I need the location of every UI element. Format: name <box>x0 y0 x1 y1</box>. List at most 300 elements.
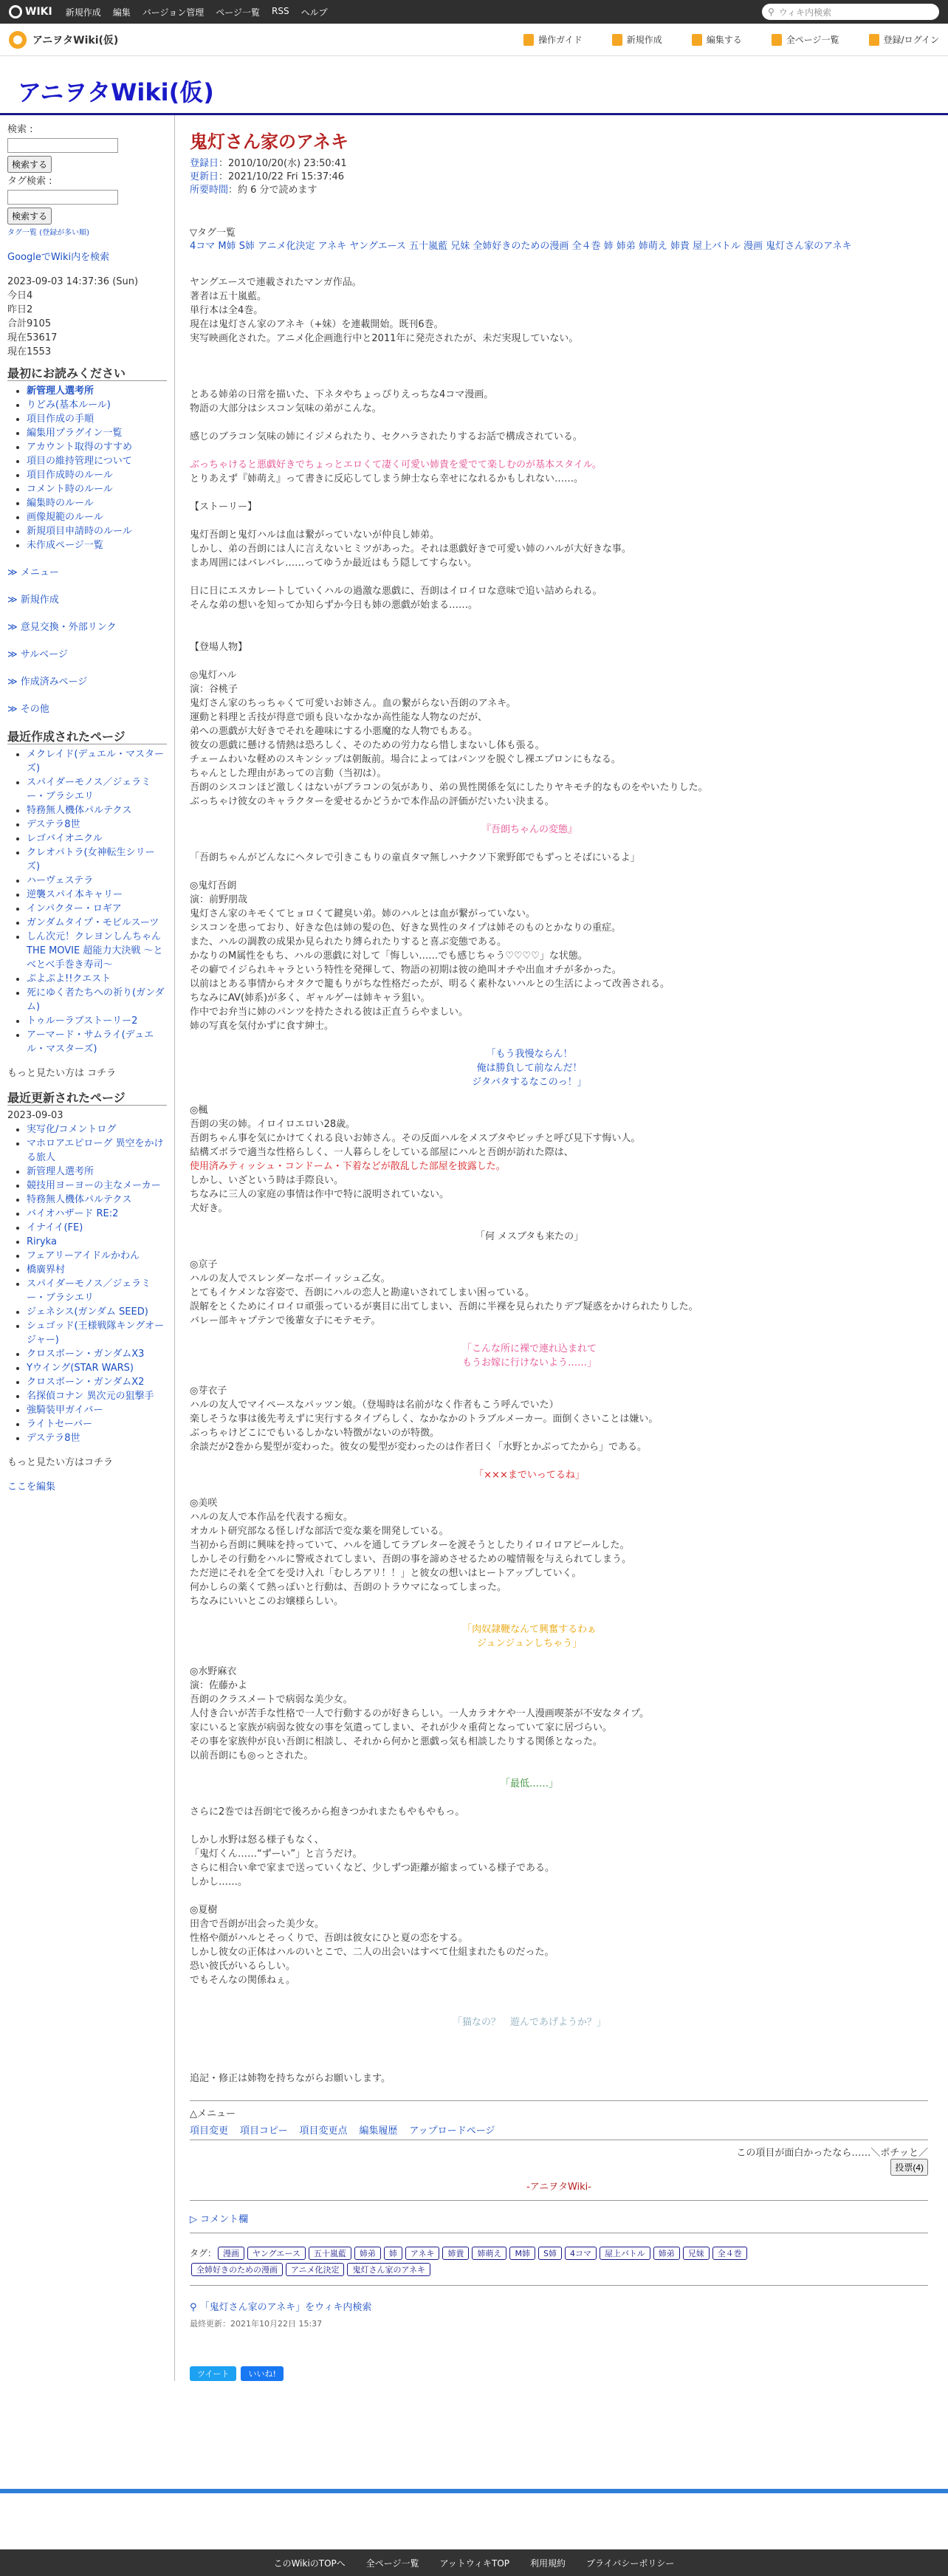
tag-list-link[interactable]: タグ一覧 (登録が多い順) <box>7 229 89 237</box>
atwiki-logo[interactable] <box>9 5 52 18</box>
body-line: 彼女の悪戯に懸ける情熱は恐ろしく、そのための労力なら惜しまないし体も張る。 <box>190 740 545 751</box>
body-line: ◎鬼灯ハル <box>190 670 237 681</box>
body-line: しかし、いざという時は手際良い。 <box>190 1175 344 1186</box>
footer-link[interactable]: アットウィキTOP <box>439 2558 510 2569</box>
recent-created-link[interactable]: 死にゆく者たちへの祈り(ガンダム) <box>27 987 165 1013</box>
body-line: 演：前野朋哉 <box>190 894 248 905</box>
tag-button[interactable]: 鬼灯さん家のアネキ <box>347 2263 430 2276</box>
tag-button[interactable]: アニメ化決定 <box>286 2263 344 2276</box>
body-line: 【登場人物】 <box>190 642 248 653</box>
meta-label: 更新日 <box>190 171 219 182</box>
body-line: ただ逆にそれを全てを受け入れ「むしろアリ！！」と彼女の想いはヒートアップしていく。 <box>190 1568 582 1579</box>
body-line: 犬好き。 <box>190 1203 228 1214</box>
side-section-link[interactable]: ≫ メニュー <box>7 567 59 578</box>
more-updated-text: もっと見たい方はコチラ <box>7 1457 114 1468</box>
meta-line <box>190 184 948 197</box>
tool-login[interactable] <box>869 33 939 46</box>
logo-text: WIKI <box>25 6 52 18</box>
tag-search-input[interactable] <box>7 190 118 205</box>
last-updated: 最終更新：2021年10月22日 15:37 <box>190 2319 323 2329</box>
body-line: 追記・修正は姉物を持ちながらお願いします。 <box>190 2073 391 2084</box>
list-item <box>27 1235 167 1249</box>
body-line: しかし……。 <box>190 1877 248 1888</box>
list-item <box>27 496 167 510</box>
body-line: ◎芽衣子 <box>190 1385 227 1397</box>
tag-button[interactable]: 屋上バトル <box>600 2247 650 2260</box>
sec-recent-updated: 最近更新されたページ <box>7 1091 167 1106</box>
stats <box>7 275 167 359</box>
tool-guide[interactable] <box>523 33 583 46</box>
side-search-button[interactable]: 検索する <box>7 156 52 173</box>
body-line: 「猫なの？ 遊んであげようか？」 <box>452 2017 606 2028</box>
body-line: とりあえず『姉萌え』って書きに反応してしまう紳士なら幸せになれるかもしれない……。 <box>190 473 584 484</box>
tag-button[interactable]: 姉萌え <box>472 2247 506 2260</box>
tags-label: タグ： <box>190 2248 217 2258</box>
tag-button[interactable]: 全姉好きのための漫画 <box>191 2263 283 2276</box>
sidebar-link[interactable]: 新管理人選考所 <box>27 386 95 397</box>
brand: -アニヲタWiki- <box>526 2182 591 2193</box>
list-icon <box>772 34 782 46</box>
recent-created-list <box>27 747 167 1056</box>
tag-button[interactable]: 4コマ <box>565 2247 597 2260</box>
meta-line <box>190 171 948 184</box>
body-line: 人付き合いが苦手な性格で一人で行動するのが好きらしい。一人カラオケや一人漫画喫茶が不安なタイプ。 <box>190 1708 650 1719</box>
site-name[interactable]: アニヲタWiki(仮) <box>32 34 119 47</box>
meta-label: 所要時間 <box>190 185 229 196</box>
body-line: 『吾朗ちゃんの変態』 <box>481 824 577 835</box>
tag-button[interactable]: 全４巻 <box>712 2247 747 2260</box>
tag-button[interactable]: S姉 <box>538 2247 562 2260</box>
recent-created-link[interactable]: 逆襲スパイ本キャリー <box>27 889 123 900</box>
body-line: 何かしらの薬くて熱っぽいと行動は、吾朗のトラウマになってしまった。 <box>190 1582 507 1593</box>
edit-sidebar-link[interactable]: ここを編集 <box>7 1481 56 1493</box>
list-item <box>27 1249 167 1263</box>
recent-created-link[interactable]: メクレイド(デュエル・マスターズ) <box>27 749 165 774</box>
list-item <box>27 1347 167 1361</box>
body-line: ジュンジュンしちゃう」 <box>476 1638 583 1649</box>
recent-updated-link[interactable]: ジェネシス(ガンダム SEED) <box>27 1306 148 1318</box>
recent-updated-link[interactable]: Riryka <box>27 1236 57 1247</box>
sidebar-link[interactable]: 項目の維持管理について <box>27 456 132 467</box>
list-item <box>27 1014 167 1028</box>
list-item <box>27 832 167 846</box>
list-item <box>27 1207 167 1221</box>
recent-updated-link[interactable]: マホロアエピローグ 異空をかける旅人 <box>27 1138 164 1163</box>
tag-list <box>190 227 948 253</box>
page-title: 鬼灯さん家のアネキ <box>190 131 349 152</box>
list-item <box>27 1319 167 1347</box>
body-line: 当初から吾朗に興味を持っていて、ハルを通してラブレターを渡そうとしたりイロイロアピールした。 <box>190 1540 630 1551</box>
recent-created-link[interactable]: クレオパトラ(女神転生シリーズ) <box>27 847 155 872</box>
recent-updated-link[interactable]: クロスボーン・ガンダムX2 <box>27 1377 145 1388</box>
body-line: 「最低……」 <box>500 1778 558 1789</box>
list-item <box>27 986 167 1014</box>
body-line: 吾朗ちゃん事を気にかけてくれる良いお姉さん。その反面ハルをメスブタやビッチと呼び見下す悔い人。 <box>190 1133 641 1144</box>
body-line: 「吾朗ちゃんがどんなにヘタレで引きこもりの童貞タマ無しハナクソ下衆野郎でもずっとそばにいるよ」 <box>190 852 640 863</box>
recent-updated-link[interactable]: 特務無人機体パルテクス <box>27 1194 132 1205</box>
recent-updated-link[interactable]: 新管理人選考所 <box>27 1166 95 1177</box>
tag-list-header[interactable]: ▽タグ一覧 <box>190 227 236 239</box>
side-section-link[interactable]: ≫ サルベージ <box>7 649 68 660</box>
topbar-menu <box>66 6 328 18</box>
body-line: 以前吾朗にも◎っとされた。 <box>190 1750 314 1761</box>
list-item <box>27 524 167 538</box>
recent-updated-link[interactable]: Yウイング(STAR WARS) <box>27 1363 134 1374</box>
list-item <box>27 818 167 832</box>
body-line: ハルの友人でスレンダーなボーイッシュ乙女。 <box>190 1273 391 1284</box>
search-label: 検索 : <box>7 124 33 135</box>
recent-updated-link[interactable]: 実写化/コメントログ <box>27 1124 117 1135</box>
recent-created-link[interactable]: ぷよぷよ!!クエスト <box>27 973 111 984</box>
list-item <box>27 384 167 398</box>
tool-new[interactable] <box>612 33 662 46</box>
sidebar-link[interactable]: 項目作成の手順 <box>27 414 95 425</box>
body-line: 【ストーリー】 <box>190 501 258 513</box>
list-item <box>27 1375 167 1389</box>
body-line: 著者は五十嵐藍。 <box>190 291 267 302</box>
body-line: 結構ズボラで適当な性格らしく、一人暮らしをしている部屋にハルと吾朗が訪れた際は、 <box>190 1147 574 1158</box>
body-line: でもそんなの関係ねぇ。 <box>190 1975 296 1986</box>
body-line: 恐い彼氏がいるらしい。 <box>190 1961 296 1972</box>
google-search-link[interactable]: GoogleでWiki内を検索 <box>7 252 110 263</box>
body-line: ぶっちゃけると悪戯好きでちょっとエロくて凄く可愛い姉貴を愛でて楽しむのが基本スタイル。 <box>190 459 602 470</box>
list-item <box>27 510 167 524</box>
recent-created-link[interactable]: アーマード・サムライ(デュエル・マスターズ) <box>27 1030 154 1055</box>
sidebar-link[interactable]: アカウント取得のすすめ <box>27 442 133 453</box>
sidebar-link[interactable]: りどみ(基本ルール) <box>27 400 111 411</box>
body-line: しかし、弟の吾朗には人に言えないヒミツがあった。それは悪戯好きで可愛い姉のハルが大好きな事。 <box>190 544 631 555</box>
footer-link[interactable]: 利用規約 <box>530 2558 566 2569</box>
list-item <box>27 972 167 986</box>
more-updated[interactable] <box>7 1456 167 1470</box>
stat-line: 2023-09-03 14:37:36 (Sun) <box>7 276 139 287</box>
recent-updated-link[interactable]: デステラ8世 <box>27 1433 80 1444</box>
list-item <box>27 412 167 426</box>
recent-updated-link[interactable]: 競技用ヨーヨーの主なメーカー <box>27 1180 161 1191</box>
recent-updated-link[interactable]: 名探偵コナン 異次元の狙撃手 <box>27 1391 154 1402</box>
list-item <box>27 482 167 496</box>
body-line: ぶっちゃけ彼女のキャラクターを愛せるかどうかで本作品の評価がだいたい決まる。 <box>190 796 554 807</box>
body-line: 吾朗のクラスメートで病弱な美少女。 <box>190 1694 353 1705</box>
list-item <box>27 1221 167 1235</box>
stat-line: 現在53617 <box>7 332 58 343</box>
site-tools <box>523 33 939 46</box>
tool-label: 全ページ一覧 <box>786 35 839 45</box>
list-item <box>27 888 167 902</box>
new-icon <box>612 34 622 46</box>
stat-line: 昨日2 <box>7 304 33 315</box>
recent-updated-link[interactable]: バイオハザード RE:2 <box>27 1208 119 1219</box>
list-item <box>27 440 167 454</box>
like-share-button[interactable]: いいね! <box>241 2366 283 2381</box>
body-line: 感じのブラコン気味の姉にイジメられたり、セクハラされたりするお話で構成されている。 <box>190 431 583 442</box>
list-item <box>27 1179 167 1193</box>
body-line: その癖でイジられキャラという特性を発揮して、物語の初期は彼の絶叫オチや出血オチが多かった。 <box>190 965 622 976</box>
body-line: ちなみにいいとこのお嬢様らしい。 <box>190 1596 344 1607</box>
wiki-search-link[interactable] <box>190 2299 948 2313</box>
footer-link[interactable]: プライバシーポリシー <box>586 2558 675 2569</box>
bottom-menu <box>190 2106 948 2137</box>
tag-button[interactable]: 姉弟 <box>354 2247 381 2260</box>
recent-created-link[interactable]: しん次元！クレヨンしんちゃん THE MOVIE 超能力大決戦 〜とべとべ手巻き寿司〜 <box>27 931 163 970</box>
body-line: 日に日にエスカレートしていくハルの過激な悪戯に、吾朗はイロイロな意味で追い詰められる。 <box>190 586 602 597</box>
menu-help[interactable]: ヘルプ <box>300 7 328 18</box>
recent-created-link[interactable]: ハーヴェステラ <box>27 875 94 886</box>
side-section-link[interactable]: ≫ 作成済みページ <box>7 676 88 688</box>
recent-created-link[interactable]: インパクター・ロギア <box>27 903 122 914</box>
tag-button[interactable]: 姉弟 <box>653 2247 680 2260</box>
recent-updated-list <box>27 1123 167 1445</box>
side-search-input[interactable] <box>7 138 118 153</box>
list-item <box>27 398 167 412</box>
body-line: さらに2巻では吾朗宅で後ろから抱きつかれまたもやもやもっ。 <box>190 1806 465 1818</box>
recent-updated-link[interactable]: シュゴッド(王様戦隊キングオージャー) <box>27 1320 165 1346</box>
sidebar-link[interactable]: 編集時のルール <box>27 498 94 509</box>
tag-button[interactable]: 漫画 <box>218 2247 244 2260</box>
site-footer <box>0 2549 948 2576</box>
main-content <box>174 115 948 2381</box>
body-line: 実写映画化された。アニメ化企画進行中と2011年に発売されたが、未だ実現していない。 <box>190 333 579 344</box>
stat-line: 合計9105 <box>7 318 52 329</box>
sidebar-link[interactable]: 新規項目申請時のルール <box>27 526 132 537</box>
sec-read-first: 最初にお読みください <box>7 366 167 381</box>
body-line: その事を家族仲が良い吾朗に相談し、それから何かと悪戯っ気も相談したりする関係となった。 <box>190 1736 603 1747</box>
body-line: まあ周囲にはバレバレ……ってゆうか最近はもう隠してすらない。 <box>190 558 478 569</box>
footer-link[interactable]: 全ページ一覧 <box>365 2558 419 2569</box>
recent-updated-link[interactable]: クロスボーン・ガンダムX3 <box>27 1349 145 1360</box>
menu-edit[interactable]: 編集 <box>112 7 131 18</box>
list-item <box>27 1028 167 1056</box>
body-line: 鬼灯吾朗と鬼灯ハルは血は繋がっていないが仲良し姉弟。 <box>190 530 440 541</box>
body-line: 鬼灯さん家のちっちゃくて可愛いお姉さん。血の繋がらない吾朗のアネキ。 <box>190 698 516 709</box>
body-line: 弟への悪戯が大好きでそれを趣味にする小悪魔的な人物でもある。 <box>190 726 478 737</box>
tag-button[interactable]: M姉 <box>509 2247 535 2260</box>
body-line: しかし水野は怒る様子もなく、 <box>190 1835 324 1846</box>
stat-line: 現在1553 <box>7 346 52 357</box>
bottom-accent-bar <box>0 2489 948 2493</box>
like-button[interactable]: 投票(4) <box>890 2159 928 2176</box>
recent-updated-link[interactable]: 強騎装甲ガイバー <box>27 1405 103 1416</box>
body-line: ちなみにAV(姉系)が多く、ギャルゲーは姉キャラ狙い。 <box>190 993 430 1004</box>
body-line: 演：谷桃子 <box>190 684 238 695</box>
list-item <box>27 804 167 818</box>
tool-allpages[interactable] <box>772 33 839 46</box>
body-line: 楽しそうな事は後先考えずに実行するタイプらしく、なかなかのトラブルメーカー。面倒くさいことは嫌い。 <box>190 1414 659 1425</box>
body-line: 使用済みティッシュ・コンドーム・下着などが散乱した部屋を披露した。 <box>190 1161 506 1172</box>
list-item <box>27 1417 167 1431</box>
side-section-link[interactable]: ≫ 意見交換・外部リンク <box>7 622 117 633</box>
recent-updated-link[interactable]: ライトセーバー <box>27 1419 93 1430</box>
body-line: ヤングエースで連載されたマンガ作品。 <box>190 277 362 288</box>
logo-icon <box>9 5 22 18</box>
tweet-button[interactable]: ツイート <box>190 2366 236 2381</box>
body-line: 演：佐藤かよ <box>190 1680 248 1691</box>
list-item <box>27 1165 167 1179</box>
more-created[interactable] <box>7 1066 167 1080</box>
side-section-link[interactable]: ≫ 新規作成 <box>7 595 59 606</box>
list-item <box>27 1263 167 1277</box>
body-line: ハルの友人で本作品を代表する痴女。 <box>190 1512 354 1523</box>
user-icon <box>869 34 879 46</box>
list-item <box>27 1277 167 1305</box>
body-line: とある姉弟の日常を描いた、下ネタやちょっぴりえっちな4コマ漫画。 <box>190 389 494 400</box>
page-wrap <box>0 115 948 2381</box>
list-item <box>27 1431 167 1445</box>
tag-button[interactable]: 姉 <box>384 2247 402 2260</box>
body-line: また、ハルの調教の成果か見られたり縛られたりすると喜ぶ変態である。 <box>190 936 507 948</box>
body-line: ちなみに三人の家庭の事情は作中で特に説明されていない。 <box>190 1189 450 1200</box>
site-subbar <box>0 24 948 56</box>
recent-created-link[interactable]: レゴバイオニクル <box>27 833 103 844</box>
footer-link[interactable]: このWikiのTOPへ <box>273 2558 346 2569</box>
stat-line: 今日4 <box>7 290 33 301</box>
body-line: 誤解をとくためにイロイロ頑張っているが裏目に出てしまい、吾朗に半裸を見られたりデブ疑惑をかけられたりした。 <box>190 1301 698 1312</box>
recent-created-link[interactable]: デステラ8世 <box>27 819 80 830</box>
list-item <box>27 1389 167 1403</box>
tag-button[interactable]: 五十嵐藍 <box>309 2247 351 2260</box>
sidebar-link[interactable]: 編集用プラグイン一覧 <box>27 428 123 439</box>
list-item <box>27 902 167 916</box>
menu-version[interactable]: バージョン管理 <box>142 7 205 18</box>
tag-search-button[interactable]: 検索する <box>7 208 52 225</box>
menu-link[interactable]: 編集履歴 <box>359 2125 398 2137</box>
body-line: バレー部キャプテンで後輩女子にモテモテ。 <box>190 1315 381 1326</box>
body-line: 物語の大部分はシスコン気味の弟がこんな。 <box>190 403 382 414</box>
tag-list-line[interactable]: 4コマ M姉 S姉 アニメ化決定 アネキ ヤングエース 五十嵐藍 兄妹 全姉好きのための漫画 全４巻 姉 姉弟 姉萌え 姉貴 屋上バトル 漫画 鬼灯さん家のアネキ <box>190 241 852 252</box>
share-buttons <box>190 2366 948 2381</box>
body-line: そんな弟の想いを知ってか知らずか今日も姉の悪戯が始まる……。 <box>190 600 478 611</box>
recent-created-link[interactable]: 特務無人機体パルテクス <box>27 805 132 816</box>
comment-link[interactable]: ▷ コメント欄 <box>190 2214 249 2225</box>
list-item <box>27 538 167 552</box>
body-line: チェームわいな軽めのスキンシップは朝飯前。場合によってはパンツを脱ぐし裸エプロンにもなる。 <box>190 754 621 765</box>
guide-icon <box>523 34 534 46</box>
menu-links <box>190 2123 948 2137</box>
menu-new[interactable]: 新規作成 <box>65 7 101 18</box>
list-item <box>27 916 167 930</box>
list-item <box>27 747 167 775</box>
body-line: 性格や顔がハルとそっくりで、吾朗は彼女にひと夏の恋をする。 <box>190 1933 468 1944</box>
recent-updated-link[interactable]: 橋廣界村 <box>27 1264 66 1275</box>
list-item <box>27 1403 167 1417</box>
body-line: ◎京子 <box>190 1259 218 1270</box>
body-line: ちゃんとした理由があっての言動（当初は）。 <box>190 768 387 779</box>
recent-created-link[interactable]: スパイダーモノス／ジェラミー・ブラシエリ <box>27 777 151 802</box>
updated-date: 2023-09-03 <box>7 1110 63 1121</box>
sidebar-link[interactable]: 未作成ページ一覧 <box>27 540 103 551</box>
more-created-text: もっと見たい方は コチラ <box>7 1068 117 1079</box>
body-line: 「こんな所に裸で連れ込まれて <box>461 1343 597 1354</box>
list-item <box>27 1305 167 1319</box>
menu-link[interactable]: 項目変更点 <box>299 2125 348 2137</box>
list-item <box>27 1137 167 1165</box>
body-line: 運動と料理と舌技が得意で頭も良いなかなか高性能な人物なのだが、 <box>190 712 488 723</box>
body-line: 鬼灯さん家のキモくてヒョロくて鍵臭い弟。姉のハルとは血が繋がっていない。 <box>190 908 536 919</box>
list-item <box>27 1123 167 1137</box>
body-line: 「もう我慢ならん！ <box>486 1049 573 1060</box>
sidebar-link[interactable]: コメント時のルール <box>27 484 113 495</box>
body-line: 吾朗のシスコンほど激しくはないがブラコンの気があり、弟の異性関係を気にしたりヤキモチ的なものをやいたりした。 <box>190 782 708 793</box>
side-links <box>7 566 167 716</box>
body-line: 吾朗の実の姉。イロイロエロい28歳。 <box>190 1119 356 1130</box>
wiki-icon <box>9 31 27 49</box>
recent-created-link[interactable]: ガンダムタイプ・モビルスーツ <box>27 917 159 928</box>
tag-button[interactable]: アネキ <box>405 2247 440 2260</box>
meta-value: ：2021/10/22 Fri 15:37:46 <box>219 171 345 182</box>
article-body <box>190 275 869 2086</box>
body-line: しかしその行動をハルに警戒されてしまい、吾朗の事を諦めさせるための嘘情報を与えられてしまう。 <box>190 1554 632 1565</box>
body-line: ハルの友人でマイペースなパッツン娘。（登場時は名前がなく作者もこう呼んでいた） <box>190 1400 559 1411</box>
body-line: 家にいると家族が病弱な彼女の事を気遣ってしまい、それが少々重荷となっていて家に居づらい。 <box>190 1722 613 1733</box>
tool-label: 操作ガイド <box>538 35 583 45</box>
body-line: 田舎で吾朗が出会った美少女。 <box>190 1919 325 1930</box>
tag-button[interactable]: 姉貴 <box>442 2247 469 2260</box>
wiki-header <box>0 56 948 115</box>
menu-link[interactable]: 項目コピー <box>240 2125 288 2137</box>
wiki-search-text: 「鬼灯さん家のアネキ」をウィキ内検索 <box>199 2302 372 2313</box>
body-line: ◎水野麻衣 <box>190 1666 237 1677</box>
sidebar <box>0 115 174 2381</box>
body-line: 俺は勝負して前なんだ！ <box>476 1063 583 1074</box>
tool-label: 登録/ログイン <box>883 35 939 45</box>
recent-updated-link[interactable]: イナイイ(FE) <box>27 1222 83 1233</box>
body-line: さらに相合い傘で家まで送っていくなど、少しずつ距離が縮まっている様子である。 <box>190 1863 555 1874</box>
body-line: ◎美咲 <box>190 1498 218 1509</box>
body-line: 「×××までいってるね」 <box>474 1470 585 1481</box>
menu-rss[interactable]: RSS <box>272 5 289 16</box>
search-icon: ⚲ <box>190 2302 200 2313</box>
search-placeholder: ウィキ内検索 <box>778 7 832 18</box>
side-section-link[interactable]: ≫ その他 <box>7 704 49 715</box>
body-line: オカルト研究部なる怪しげな部活で変な薬を開発している。 <box>190 1526 449 1537</box>
sidebar-link[interactable]: 画像規範のルール <box>27 512 103 523</box>
body-line: 以前はとある事情からオタクで籠もりがちな性格だったが、明るく素朴ないハルとの生活によって改善される。 <box>190 979 670 990</box>
tool-edit[interactable] <box>692 33 742 46</box>
body-line: かなりのM属性をもち、ハルの悪戯に対して「悔しい……でも感じちゃう♡♡♡♡」な状態。 <box>190 950 588 962</box>
recent-created-link[interactable]: トゥルーラブストーリー2 <box>27 1015 138 1027</box>
body-line: 余談だが2巻から髪型が変わった。彼女の髪型が変わったのは作者曰く「水野とかぶってたから」である。 <box>190 1442 648 1453</box>
tag-search-label: タグ検索 : <box>7 176 52 187</box>
menu-link[interactable]: アップロードページ <box>409 2125 495 2137</box>
tag-button[interactable]: ヤングエース <box>247 2247 306 2260</box>
menu-link[interactable]: 項目変更 <box>190 2125 229 2137</box>
list-item <box>27 1361 167 1375</box>
bottom-tags <box>190 2245 825 2278</box>
body-line: ◎楓 <box>190 1105 208 1116</box>
recent-updated-link[interactable]: フェアリーアイドルかわん <box>27 1250 140 1261</box>
sidebar-link[interactable]: 項目作成時のルール <box>27 470 113 481</box>
body-line: しかし彼女の正体はハルのいとこで、二人の出会いはすべて仕組まれたものだった。 <box>190 1947 554 1958</box>
body-line: 「何 メスブタも来たの」 <box>475 1231 584 1242</box>
body-line: 作中でお弁当に姉のパンツを持たされる彼は正直うらやましい。 <box>190 1007 469 1018</box>
body-line: ◎夏樹 <box>190 1905 218 1916</box>
menu-pages[interactable]: ページ一覧 <box>216 7 261 18</box>
meta-label: 登録日 <box>190 158 219 169</box>
body-line: 単行本は全4巻。 <box>190 305 264 316</box>
list-item <box>27 874 167 888</box>
tag-button[interactable]: 兄妹 <box>683 2247 710 2260</box>
recent-updated-link[interactable]: スパイダーモノス／ジェラミー・ブラシエリ <box>27 1278 151 1304</box>
body-line: ぶっちゃけどこにでもいるしかない特徴がないのが特徴。 <box>190 1428 440 1439</box>
edit-icon <box>692 34 702 46</box>
menu-title: △メニュー <box>190 2109 236 2120</box>
body-line: もうお嫁に行けないよう……」 <box>461 1357 597 1368</box>
wiki-search-input[interactable] <box>762 4 939 20</box>
wiki-title[interactable]: アニヲタWiki(仮) <box>18 78 214 106</box>
meta-value: ：約 6 分で読めます <box>228 185 317 196</box>
body-line: ◎鬼灯吾朗 <box>190 880 237 891</box>
read-first-list <box>27 384 167 552</box>
